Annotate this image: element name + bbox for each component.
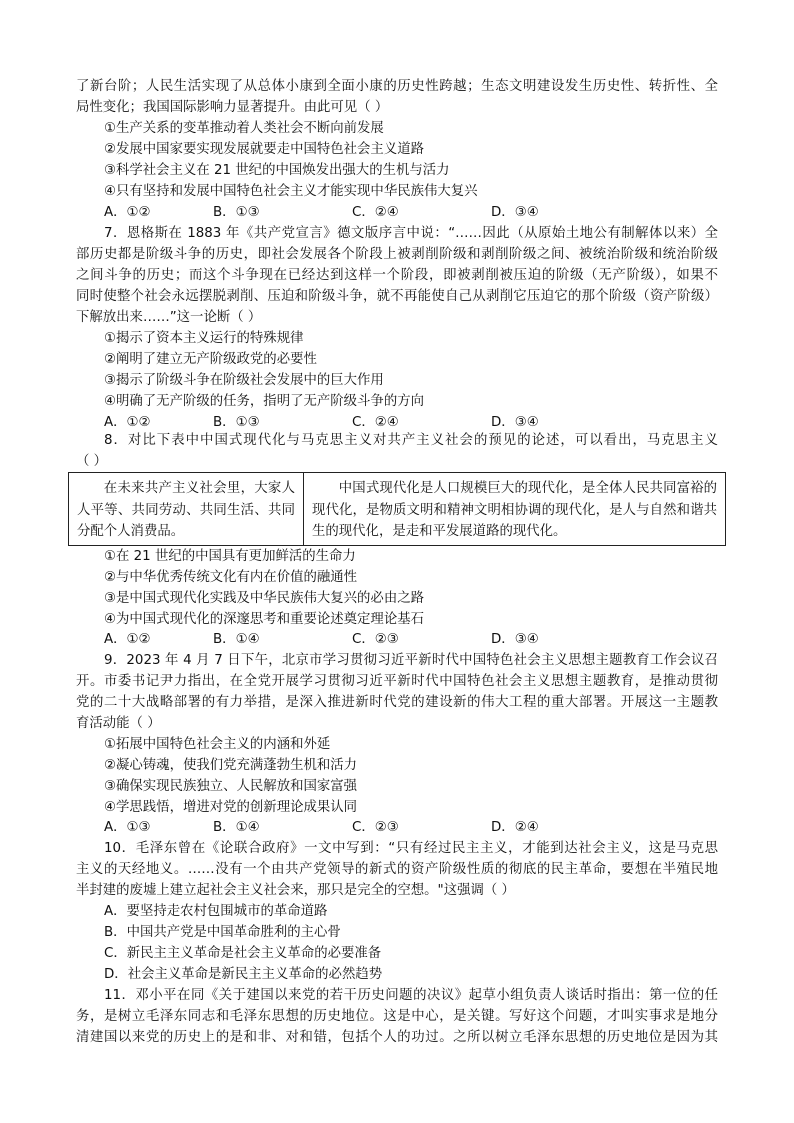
q6-statement-3: ③科学社会主义在 21 世纪的中国焕发出强大的生机与活力 bbox=[104, 163, 450, 178]
q7-stem-line: 同时使整个社会永远摆脱剥削、压迫和阶级斗争，就不再能使自己从剥削它压迫它的那个阶级（资产阶级） bbox=[76, 289, 718, 304]
table-cell-communism bbox=[69, 473, 304, 546]
communism-text: 在未来共产主义社会里，大家人人平等、共同劳动、共同生活、共同分配个人消费品。 bbox=[77, 481, 295, 539]
q11-stem-line: 务，是树立毛泽东同志和毛泽东思想的历史地位。这是中心，是关键。写好这个问题，才叫实事求是地分 bbox=[76, 1009, 718, 1024]
q10-stem-line: 半封建的废墟上建立起社会主义社会来，那只是完全的空想。"这强调（ ） bbox=[76, 883, 515, 898]
q8-statement-1: ①在 21 世纪的中国具有更加鲜活的生命力 bbox=[104, 549, 356, 564]
q6-statement-4: ④只有坚持和发展中国特色社会主义才能实现中华民族伟大复兴 bbox=[104, 184, 478, 199]
q7-statement-2: ②阐明了建立无产阶级政党的必要性 bbox=[104, 352, 317, 367]
q7-stem-line: 下解放出来……”这一论断（ ） bbox=[76, 310, 262, 325]
q6-stem-line: 局性变化；我国国际影响力显著提升。由此可见（ ） bbox=[76, 100, 389, 115]
q7-option-c[interactable]: C．②④ bbox=[352, 415, 399, 430]
q8-statement-2: ②与中华优秀传统文化有内在价值的融通性 bbox=[104, 570, 358, 585]
q9-statement-4: ④学思践悟，增进对党的创新理论成果认同 bbox=[104, 800, 358, 815]
q11-stem-line: 清建国以来党的历史上的是和非、对和错，包括个人的功过。之所以树立毛泽东思想的历史地位是因为其 bbox=[76, 1030, 718, 1045]
q9-stem-line: 开。市委书记尹力指出，在全党开展学习贯彻习近平新时代中国特色社会主义思想主题教育，是推动贯彻 bbox=[76, 674, 718, 689]
table-cell-modernization bbox=[304, 473, 726, 546]
q7-stem-line: 7．恩格斯在 1883 年《共产党宣言》德文版序言中说：“……因此（从原始土地公有制解体以来）全 bbox=[104, 226, 718, 241]
q7-option-b[interactable]: B．①③ bbox=[213, 415, 260, 430]
q9-option-d[interactable]: D．②④ bbox=[491, 820, 539, 835]
q7-statement-4: ④明确了无产阶级的任务，指明了无产阶级斗争的方向 bbox=[104, 394, 424, 409]
q7-option-d[interactable]: D．③④ bbox=[491, 415, 539, 430]
q8-option-d[interactable]: D．③④ bbox=[491, 632, 539, 647]
table-row bbox=[69, 473, 726, 546]
q7-stem-line: 之间斗争的历史；而这个斗争现在已经达到这样一个阶段，即被剥削被压迫的阶级（无产阶级），如果不 bbox=[76, 268, 718, 283]
q10-stem-line: 主义的天经地义。……没有一个由共产党领导的新式的资产阶级性质的彻底的民主革命，要想在半殖民地 bbox=[76, 862, 718, 877]
q7-stem-line: 部历史都是阶级斗争的历史，即社会发展各个阶段上被剥削阶级和剥削阶级之间、被统治阶级和统治阶级 bbox=[76, 247, 718, 262]
q9-option-a[interactable]: A．①③ bbox=[104, 820, 151, 835]
q7-statement-3: ③揭示了阶级斗争在阶级社会发展中的巨大作用 bbox=[104, 373, 384, 388]
q8-option-c[interactable]: C．②③ bbox=[352, 632, 399, 647]
q9-statement-3: ③确保实现民族独立、人民解放和国家富强 bbox=[104, 779, 358, 794]
q8-option-b[interactable]: B．①④ bbox=[213, 632, 260, 647]
q11-stem-line: 11．邓小平在同《关于建国以来党的若干历史问题的决议》起草小组负责人谈话时指出：第一位的任 bbox=[104, 988, 718, 1003]
q9-stem-line: 9．2023 年 4 月 7 日下午，北京市学习贯彻习近平新时代中国特色社会主义思想主题教育工作会议召 bbox=[104, 653, 718, 668]
q8-statement-4: ④为中国式现代化的深邃思考和重要论述奠定理论基石 bbox=[104, 612, 424, 627]
q10-choice-d[interactable]: D．社会主义革命是新民主主义革命的必然趋势 bbox=[104, 967, 383, 982]
q10-stem-line: 10．毛泽东曾在《论联合政府》一文中写到：“只有经过民主主义，才能到达社会主义，这是马克思 bbox=[104, 841, 718, 856]
q9-statement-1: ①拓展中国特色社会主义的内涵和外延 bbox=[104, 737, 331, 752]
q7-option-a[interactable]: A．①② bbox=[104, 415, 151, 430]
q8-statement-3: ③是中国式现代化实践及中华民族伟大复兴的必由之路 bbox=[104, 591, 424, 606]
comparison-table bbox=[68, 472, 726, 546]
q6-option-a[interactable]: A．①② bbox=[104, 205, 151, 220]
q6-option-b[interactable]: B．①③ bbox=[213, 205, 260, 220]
q10-choice-a[interactable]: A．要坚持走农村包围城市的革命道路 bbox=[104, 904, 328, 919]
q8-option-a[interactable]: A．①② bbox=[104, 632, 151, 647]
q9-stem-line: 育活动能（ ） bbox=[76, 716, 161, 731]
q6-statement-1: ①生产关系的变革推动着人类社会不断向前发展 bbox=[104, 121, 384, 136]
q6-option-d[interactable]: D．③④ bbox=[491, 205, 539, 220]
q6-statement-2: ②发展中国家要实现发展就要走中国特色社会主义道路 bbox=[104, 142, 424, 157]
q9-option-b[interactable]: B．①④ bbox=[213, 820, 260, 835]
q8-stem-line: （ ） bbox=[76, 454, 108, 469]
q9-statement-2: ②凝心铸魂，使我们党充满蓬勃生机和活力 bbox=[104, 758, 358, 773]
q10-choice-b[interactable]: B．中国共产党是中国革命胜利的主心骨 bbox=[104, 925, 341, 940]
q6-option-c[interactable]: C．②④ bbox=[352, 205, 399, 220]
q9-option-c[interactable]: C．②③ bbox=[352, 820, 399, 835]
q9-stem-line: 党的二十大战略部署的有力举措，是深入推进新时代党的建设新的伟大工程的重大部署。开展这一主题教 bbox=[76, 695, 718, 710]
q6-stem-line: 了新台阶；人民生活实现了从总体小康到全面小康的历史性跨越；生态文明建设发生历史性、转折性、全 bbox=[76, 79, 718, 94]
q8-stem-line: 8．对比下表中中国式现代化与马克思主义对共产主义社会的预见的论述，可以看出，马克思主义 bbox=[104, 433, 718, 448]
q7-statement-1: ①揭示了资本主义运行的特殊规律 bbox=[104, 331, 304, 346]
modernization-text: 中国式现代化是人口规模巨大的现代化，是全体人民共同富裕的现代化，是物质文明和精神文明相协调的现代化，是人与自然和谐共生的现代化，是走和平发展道路的现代化。 bbox=[312, 481, 717, 539]
q10-choice-c[interactable]: C．新民主主义革命是社会主义革命的必要准备 bbox=[104, 946, 382, 961]
